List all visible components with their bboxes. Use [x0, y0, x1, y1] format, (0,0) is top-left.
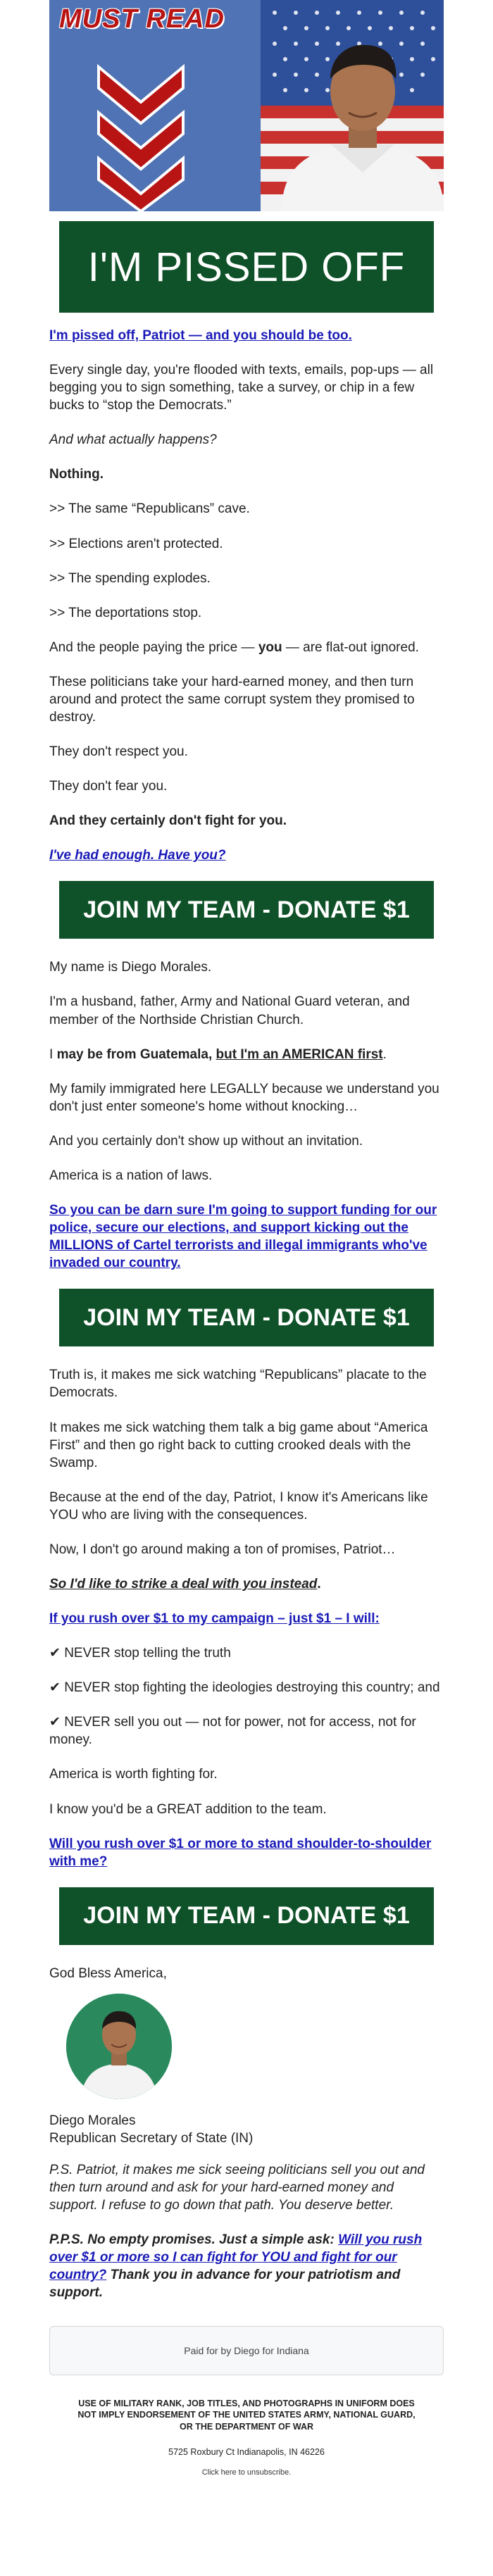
- paragraph: [49, 1046, 444, 1063]
- paid-for-text: Paid for by Diego for Indiana: [184, 2344, 309, 2356]
- text-segment: .: [317, 1576, 321, 1592]
- bullet-line: >> The same “Republicans” cave.: [49, 501, 250, 517]
- paragraph: America is worth fighting for.: [49, 1767, 218, 1782]
- headline-text: I'M PISSED OFF: [87, 244, 406, 290]
- mailing-address: 5725 Roxbury Ct Indianapolis, IN 46226: [168, 2447, 325, 2458]
- paragraph: I know you'd be a GREAT addition to the team.: [49, 1801, 327, 1817]
- postscript: P.S. Patriot, it makes me sick seeing politicians sell you out and then turn around and ask for your hard-earned money and support. I refuse to go down that path. You deserve better.: [49, 2162, 425, 2213]
- paragraph: They don't respect you.: [49, 744, 188, 760]
- paragraph: Now, I don't go around making a ton of promises, Patriot…: [49, 1542, 396, 1557]
- paragraph: Nothing.: [49, 467, 104, 482]
- paragraph: My name is Diego Morales.: [49, 960, 212, 975]
- paragraph: [49, 639, 444, 656]
- paragraph: These politicians take your hard-earned money, and then turn around and protect the same corrupt system they promised to destroy.: [49, 674, 415, 725]
- donate-button[interactable]: JOIN MY TEAM - DONATE $1: [59, 881, 434, 939]
- paragraph: And they certainly don't fight for you.: [49, 813, 287, 829]
- bullet-line: >> Elections aren't protected.: [49, 536, 223, 551]
- text-segment: And the people paying the price —: [49, 639, 258, 655]
- shoulder-link[interactable]: Will you rush over $1 or more to stand shoulder-to-shoulder with me?: [49, 1836, 432, 1869]
- paragraph: Because at the end of the day, Patriot, I know it's Americans like YOU who are living with the consequences.: [49, 1489, 428, 1523]
- bullet-line: >> The spending explodes.: [49, 570, 211, 586]
- paragraph: And what actually happens?: [49, 432, 217, 448]
- text-segment: Thank you in advance for your patriotism and support.: [49, 2268, 401, 2301]
- lead-link[interactable]: I'm pissed off, Patriot — and you should be too.: [49, 328, 352, 343]
- paid-for-box: [49, 2326, 444, 2375]
- signature-name: Diego Morales: [49, 2113, 136, 2128]
- signature-block: [49, 1965, 444, 2147]
- donate-button[interactable]: JOIN MY TEAM - DONATE $1: [59, 1887, 434, 1945]
- paragraph: Every single day, you're flooded with texts, emails, pop-ups — all begging you to sign something, take a survey, or chip in a few bucks to “stop the Democrats.”: [49, 363, 434, 413]
- check-item: ✔ NEVER stop telling the truth: [49, 1646, 231, 1661]
- email-body: [49, 327, 444, 2302]
- paragraph: They don't fear you.: [49, 779, 168, 794]
- paragraph: [49, 1575, 444, 1593]
- rush-link[interactable]: If you rush over $1 to my campaign – just $1 – I will:: [49, 1611, 380, 1627]
- hero-title: MUST READ: [59, 4, 225, 34]
- post-postscript: [49, 2231, 444, 2301]
- avatar: [66, 1994, 172, 2099]
- donate-button[interactable]: JOIN MY TEAM - DONATE $1: [59, 1289, 434, 1346]
- enough-link[interactable]: I've had enough. Have you?: [49, 848, 226, 863]
- deal-text: So I'd like to strike a deal with you instead: [49, 1576, 318, 1592]
- avatar-image: [66, 1994, 172, 2099]
- paragraph: America is a nation of laws.: [49, 1168, 213, 1183]
- military-disclaimer: USE OF MILITARY RANK, JOB TITLES, AND PHOTOGRAPHS IN UNIFORM DOES NOT IMPLY ENDORSEMENT OF THE UNITED STATES ARMY, NATIONAL GUARD, OR THE DEPARTMENT OF WAR: [77, 2398, 416, 2432]
- closing-line: God Bless America,: [49, 1965, 167, 1981]
- support-link[interactable]: So you can be darn sure I'm going to support funding for our police, secure our elections, and support kicking out the MILLIONS of Cartel terrorists and illegal immigrants who've invaded our country.: [49, 1203, 437, 1271]
- hero-banner[interactable]: [49, 0, 444, 211]
- emphasis-you: you: [258, 639, 282, 655]
- email-container: [21, 0, 472, 2491]
- unsubscribe: [21, 2468, 472, 2491]
- text-segment: .: [382, 1046, 387, 1062]
- paragraph: My family immigrated here LEGALLY because we understand you don't just enter someone's home without knocking…: [49, 1081, 439, 1114]
- check-item: ✔ NEVER sell you out — not for power, not for access, not for money.: [49, 1715, 416, 1748]
- paragraph: I'm a husband, father, Army and National Guard veteran, and member of the Northside Christian Church.: [49, 994, 410, 1027]
- text-segment: I: [49, 1046, 57, 1062]
- pps-link[interactable]: Will you rush over $1 or more so I can fight for YOU and fight for our country?: [49, 2232, 423, 2283]
- headline-banner[interactable]: [59, 221, 434, 313]
- paragraph: And you certainly don't show up without an invitation.: [49, 1133, 363, 1149]
- text-bold-underlined: but I'm an AMERICAN first: [216, 1046, 383, 1062]
- text-bold: may be from Guatemala,: [56, 1046, 216, 1062]
- paragraph: It makes me sick watching them talk a big game about “America First” and then go right back to cutting crooked deals with the Swamp.: [49, 1420, 428, 1470]
- signature-title: Republican Secretary of State (IN): [49, 2130, 254, 2146]
- bullet-line: >> The deportations stop.: [49, 605, 202, 620]
- unsubscribe-link[interactable]: Click here to unsubscribe.: [201, 2468, 292, 2477]
- text-segment: P.P.S. No empty promises. Just a simple ask:: [49, 2232, 339, 2248]
- paragraph: Truth is, it makes me sick watching “Republicans” placate to the Democrats.: [49, 1368, 427, 1401]
- check-item: ✔ NEVER stop fighting the ideologies destroying this country; and: [49, 1680, 440, 1696]
- text-segment: — are flat-out ignored.: [282, 639, 419, 655]
